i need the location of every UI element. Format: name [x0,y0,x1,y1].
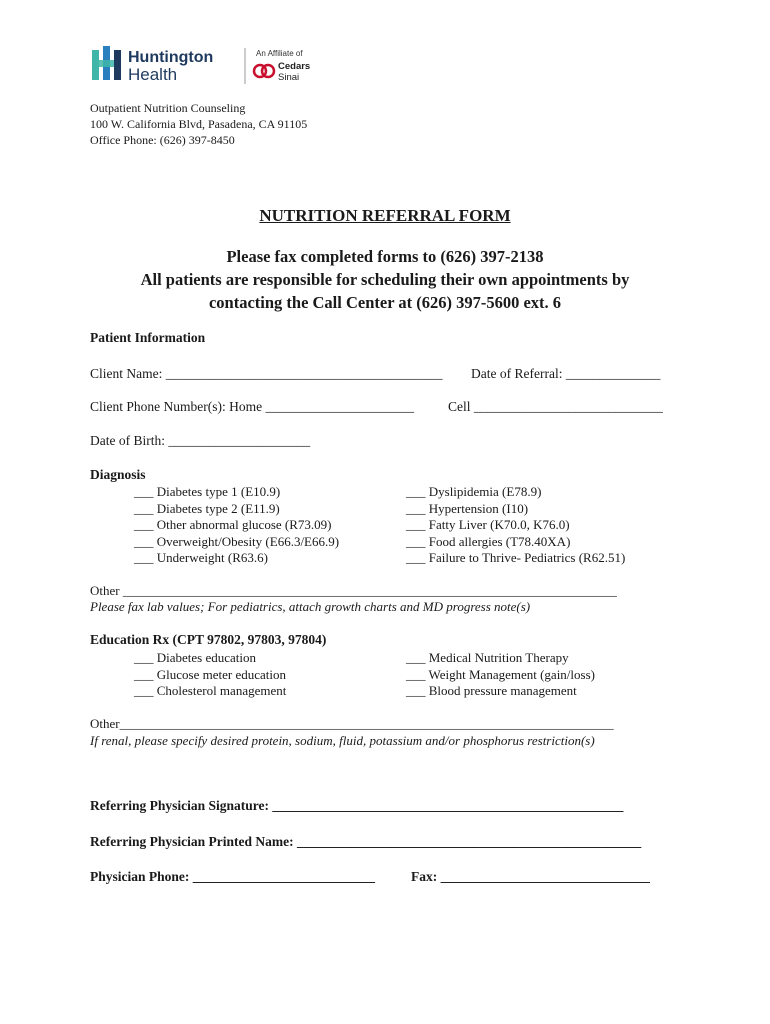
education-option[interactable]: ___ Diabetes education [134,650,257,665]
logo-name-line1: Huntington [128,49,214,66]
physician-phone-field[interactable]: Physician Phone: ___________________________ [90,869,376,884]
date-of-referral-field[interactable]: Date of Referral: ______________ [471,366,661,381]
diagnosis-option[interactable]: ___ Food allergies (T78.40XA) [406,533,571,549]
client-phone-home-field[interactable]: Client Phone Number(s): Home ______________________ [90,399,414,414]
education-heading: Education Rx (CPT 97802, 97803, 97804) [90,632,327,647]
fax-instruction: Please fax completed forms to (626) 397-2138 [226,247,544,266]
diagnosis-note: Please fax lab values; For pediatrics, attach growth charts and MD progress note(s) [90,599,531,614]
cedars-sinai-icon [254,65,274,77]
education-other-field[interactable]: Other____________________________________________________________________________ [90,716,614,731]
diagnosis-heading: Diagnosis [90,467,146,482]
patient-info-heading: Patient Information [90,330,206,345]
diagnosis-other-field[interactable]: Other ____________________________________________________________________________ [90,583,617,598]
address-line-1: Outpatient Nutrition Counseling [90,101,246,115]
client-name-field[interactable]: Client Name: _________________________________________ [90,366,443,381]
education-option[interactable]: ___ Glucose meter education [134,666,286,682]
huntington-health-logo [90,44,330,86]
diagnosis-option[interactable]: ___ Diabetes type 2 (E11.9) [134,500,280,516]
client-phone-cell-field[interactable]: Cell ____________________________ [448,399,663,414]
logo-name-line2: Health [128,65,178,84]
office-phone: Office Phone: (626) 397-8450 [90,133,235,147]
diagnosis-option[interactable]: ___ Fatty Liver (K70.0, K76.0) [406,517,570,532]
physician-fax-field[interactable]: Fax: _______________________________ [411,869,650,884]
date-of-birth-field[interactable]: Date of Birth: _____________________ [90,433,311,448]
diagnosis-option[interactable]: ___ Underweight (R63.6) [134,550,268,565]
diagnosis-option[interactable]: ___ Hypertension (I10) [406,500,529,516]
diagnosis-option[interactable]: ___ Failure to Thrive- Pediatrics (R62.51) [406,550,626,565]
diagnosis-option[interactable]: ___ Diabetes type 1 (E10.9) [134,484,281,499]
diagnosis-option[interactable]: ___ Dyslipidemia (E78.9) [406,484,542,499]
physician-signature-field[interactable]: Referring Physician Signature: ____________________________________________________ [90,798,624,813]
renal-note: If renal, please specify desired protein, sodium, fluid, potassium and/or phosphorus restriction(s) [90,733,595,748]
address-line-2: 100 W. California Blvd, Pasadena, CA 91105 [90,117,308,131]
affiliate-name-line2: Sinai [278,72,300,83]
h-mark-icon [92,46,121,80]
form-title: NUTRITION REFERRAL FORM [259,206,511,225]
diagnosis-option[interactable]: ___ Other abnormal glucose (R73.09) [134,517,332,532]
education-option[interactable]: ___ Cholesterol management [134,683,287,698]
education-option[interactable]: ___ Medical Nutrition Therapy [406,650,569,665]
education-option[interactable]: ___ Blood pressure management [406,683,577,698]
call-center-instruction: contacting the Call Center at (626) 397-5600 ext. 6 [208,293,562,312]
affiliate-name-line1: Cedars [278,61,311,72]
physician-printed-name-field[interactable]: Referring Physician Printed Name: ___________________________________________________ [90,834,642,849]
scheduling-instruction: All patients are responsible for scheduling their own appointments by [140,270,630,289]
education-option[interactable]: ___ Weight Management (gain/loss) [406,666,595,682]
affiliate-tag: An Affiliate of [256,49,303,58]
diagnosis-option[interactable]: ___ Overweight/Obesity (E66.3/E66.9) [134,533,340,549]
